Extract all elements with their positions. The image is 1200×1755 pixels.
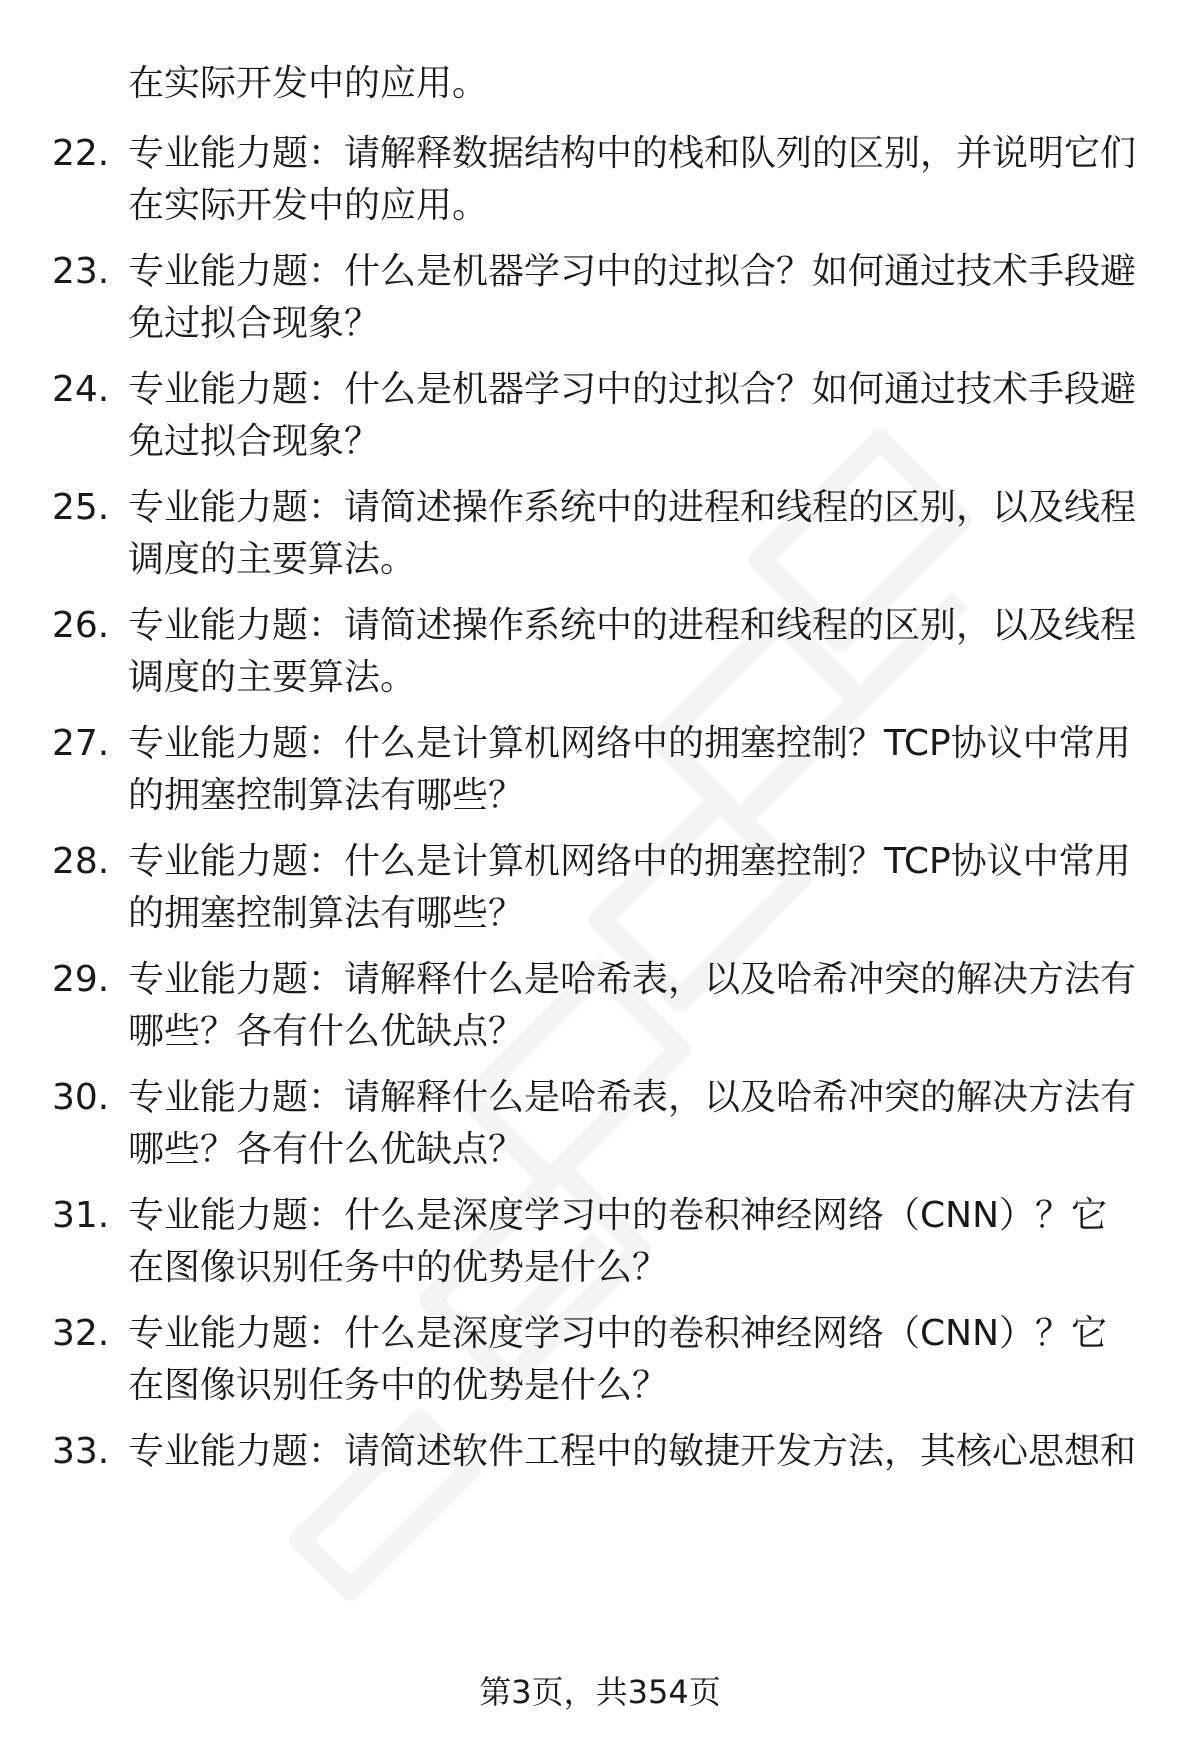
question-number: 28. xyxy=(52,841,110,882)
question-text: 专业能力题：什么是机器学习中的过拟合？如何通过技术手段避免过拟合现象？ xyxy=(128,251,1137,344)
question-number: 33. xyxy=(52,1431,110,1472)
page-footer: 第3页，共354页 xyxy=(479,1673,721,1711)
question-text: 专业能力题：什么是机器学习中的过拟合？如何通过技术手段避免过拟合现象？ xyxy=(128,369,1137,462)
question-number: 24. xyxy=(52,369,110,410)
question-text: 专业能力题：请简述操作系统中的进程和线程的区别，以及线程调度的主要算法。 xyxy=(128,487,1137,580)
question-text: 专业能力题：请解释什么是哈希表，以及哈希冲突的解决方法有哪些？各有什么优缺点？ xyxy=(128,959,1137,1052)
question-number: 23. xyxy=(52,251,110,292)
question-item xyxy=(0,1426,1200,1478)
question-text: 专业能力题：什么是深度学习中的卷积神经网络（CNN）？它在图像识别任务中的优势是什么？ xyxy=(128,1313,1107,1406)
question-text: 专业能力题：请解释什么是哈希表，以及哈希冲突的解决方法有哪些？各有什么优缺点？ xyxy=(128,1077,1137,1170)
question-text: 专业能力题：请简述操作系统中的进程和线程的区别，以及线程调度的主要算法。 xyxy=(128,605,1137,698)
question-text: 专业能力题：什么是深度学习中的卷积神经网络（CNN）？它在图像识别任务中的优势是什么？ xyxy=(128,1195,1107,1288)
question-item xyxy=(0,1072,1200,1176)
question-item xyxy=(0,718,1200,822)
question-item xyxy=(0,128,1200,232)
continuation-line: 在实际开发中的应用。 xyxy=(128,63,489,104)
question-number: 27. xyxy=(52,723,110,764)
question-number: 22. xyxy=(52,133,110,174)
question-item xyxy=(0,836,1200,940)
question-item xyxy=(0,482,1200,586)
question-number: 32. xyxy=(52,1313,110,1354)
question-item xyxy=(0,954,1200,1058)
question-item xyxy=(0,364,1200,468)
question-item xyxy=(0,246,1200,350)
question-text: 专业能力题：请简述软件工程中的敏捷开发方法，其核心思想和 xyxy=(128,1431,1137,1472)
question-number: 31. xyxy=(52,1195,110,1236)
question-text: 专业能力题：请解释数据结构中的栈和队列的区别，并说明它们在实际开发中的应用。 xyxy=(128,133,1137,226)
question-item xyxy=(0,600,1200,704)
question-item xyxy=(0,1190,1200,1294)
question-text: 专业能力题：什么是计算机网络中的拥塞控制？TCP协议中常用的拥塞控制算法有哪些？ xyxy=(128,841,1131,934)
question-number: 30. xyxy=(52,1077,110,1118)
question-number: 26. xyxy=(52,605,110,646)
question-number: 25. xyxy=(52,487,110,528)
question-item xyxy=(0,1308,1200,1412)
question-text: 专业能力题：什么是计算机网络中的拥塞控制？TCP协议中常用的拥塞控制算法有哪些？ xyxy=(128,723,1131,816)
question-number: 29. xyxy=(52,959,110,1000)
